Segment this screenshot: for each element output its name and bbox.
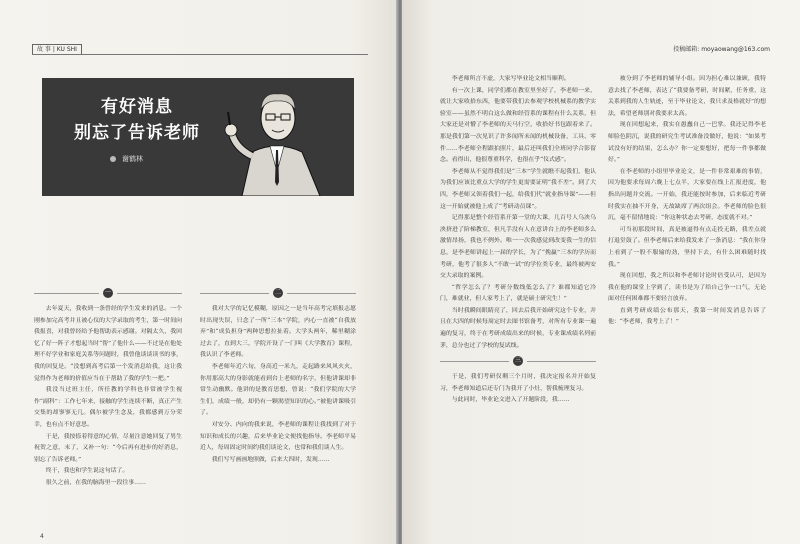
paragraph: 在李老师的小组里毕业论文，是一件非常艰难的事情，因为他要求每周六晚上七点半，大家要在线上汇报进度，他指出问题并交流。一开始，我还能按时参加，后来临近考研时我实在抽不开身，无故缺席了两次组会。李老师的脸色很沉，毫不留情地说：“你这种状态去考研，态度就不对。” [608, 168, 766, 222]
teacher-illustration [202, 82, 352, 196]
left-column-2 [200, 284, 356, 466]
section-marker-1 [34, 288, 182, 298]
paragraph: 于是，我们考研仅剩三个月时，我决定报名并开始复习，李老师知道后还专门为我开了小灶，帮我梳理复习。 [440, 374, 596, 392]
left-page [0, 0, 398, 544]
paragraph: 李老师年近六旬，身高近一米九，走起路来风风火火，你用那高大的身影就能看到台上老师的名字，但他讲课却非常生动幽默。他讲的是教育思想，曾说：“我们学院的大学生们，成绩一般，却仍有一颗渴望知识的心。”被他讲课吸引了。 [200, 363, 356, 417]
paragraph: 我对大学的记忆模糊，原因之一是当年高考完填报志愿时出现失误，只念了一所“三本”学院，内心一直被“自我放弃”和“成负担身”两种思想拉扯着。大学头两年，稀里糊涂过去了，直到大三，学院开设了一门叫《大学教育》课程，我认识了李老师。 [200, 306, 356, 359]
paragraph: 对安分、内向的我来说，李老师的课程让我找到了对于知识和成长的兴趣，后来毕业论文便找他指导。李老师平易近人，每周固定时间约我们谈论文，也常和我们谈人生。 [200, 421, 356, 452]
paragraph: 被分到了李老师的辅导小组。因为担心难以兼顾，我特意去找了李老师，表达了“我要备考研，时间紧，任务重，这关系到我的人生轨迹，至于毕业论文，我只求及格就好”的想法，希望老师别对我要求太高。 [608, 76, 766, 117]
paragraph: 去年夏天，我收到一条曾经的学生发来的消息。一个刚参加完高考并且被心仪的大学录取的考生，第一时间向我报喜，对我曾经给予他帮助表示感谢。对隔太久，我回忆了好一阵子才想起当时“帮”了他什么——不过是在他处理不好学业和家庭关系等问题时，我曾他谈谈读书的事，我的回复是。“没想到高考后第一个发消息给我，这让我觉得作为老师的价值应当在于帮助了我的学生一把。” [34, 306, 182, 382]
author-byline [110, 154, 143, 164]
editor-email: moyaowang@163.com [701, 46, 770, 53]
column-header [32, 44, 82, 53]
article-title [62, 94, 212, 146]
paragraph: 当时我瞬间眼睛亮了，回去后我开始研究这个专业，并且在大四的时候每周定时去图书馆备考，对所有专业课一遍遍的复习，终于在考研成绩出来的时候，专业课成绩名列前茅，总分也过了学校的复试线。 [440, 307, 596, 349]
paragraph: 有一次上课，同学们都在教室里坐好了，李老师一来，就让大家收拾东西，他要带我们去参观学校机械系的教学实验室——虽然不明白这么做和经管系的课程有什么关系，但大家还是对懵了李老师的天马行空，收拾好书包跟着来了。那是我们第一次见识了许多闻所未闻的机械设备，工具、零件……李老师全程跟拍照片，最后还叫我们全班同学合影留念。看得出，他很尊重科学，也很在乎“仪式感”。 [440, 87, 596, 164]
column-tag: 故 事 | KU SHI [32, 44, 82, 55]
title-banner [42, 78, 354, 196]
paragraph: 记得那是整个经管系开第一堂的大课，几百号人乌泱乌泱挤进了阶梯教室，但凡手没有人在意讲台上的李老师多么激情昂扬，我也不例外。唯一一次我感觉到改变我一生的信息，是李老师讲起上一届的学长，为了“挽赢”三本的学历而考研，他考了很多人“不敢一试”的学位类专业，最终被两安交大录取的案例。 [440, 215, 596, 280]
paragraph: 终于，我也和学生说这句话了。 [45, 468, 129, 475]
paragraph: 直到考研成绩公布那天，我第一时间发消息告诉了他：“李老师，我考上了！” [608, 307, 766, 326]
section-number: 二 [274, 289, 281, 296]
paragraph: 我没当过班主任，所任教的学科也非常被学生视作“副科”：工作七年来，接触的学生连续不断，真正产生交集的却寥寥无几。偶尔被学生念及，我都感到万分荣幸，也有点不好意思。 [34, 387, 182, 428]
paragraph: 我们写写画画地照做，后来大四时，发现…… [211, 456, 330, 463]
right-column-2 [608, 74, 766, 329]
section-number: 三 [514, 357, 521, 365]
paragraph: 于是，我按捺着得意的心情，尽量注意她回复了男生祝贺之意，末了，又补一句：“今后再有进步的好消息，别忘了告诉老师。” [34, 433, 182, 463]
paragraph: 现在回想起来，我实在愚蠢自己一巴掌。我还记得李老师脸色阴沉，说我的研究生考试准备没做好，他说：“如果考试没有好的结果，怎么办？你一定要想好，把每一件事都做好。” [608, 122, 766, 164]
paragraph: 可当初那段时间，真是被逼得有点走投无路，我差点就打退堂鼓了。但李老师后来给我发来了一条消息：“我在你身上看到了一股不服输的劲，坚持下去，有什么困难随时找我。” [608, 226, 766, 268]
right-page [402, 0, 800, 544]
editor-email-header [673, 44, 770, 53]
header-rule [32, 54, 368, 55]
left-column-1 [34, 284, 182, 490]
paragraph: 李老师所言不虚，大家写毕业论文相当顺利。 [451, 76, 570, 82]
author-name: 谢鹤林 [122, 155, 143, 163]
section-number: 一 [104, 289, 111, 296]
title-line-1: 有好消息 [101, 97, 173, 117]
byline-dot-icon [110, 156, 116, 162]
paragraph: “哲学怎么了？考研分数线低怎么了？谁都知道它冷门，难就业，但人家考上了，就是硕士研究生！” [440, 284, 596, 303]
section-marker-2 [200, 288, 356, 298]
paragraph: 与此同时，毕业论文进入了开题阶段，我…… [451, 397, 570, 404]
paragraph: 很久之前，在我的脑海里一段往事…… [45, 479, 146, 486]
paragraph: 李老师从不觉得我们是“三本”学生就瞧不起我们，他认为我们应该比重点大学的学生更需要证明“我不差”。到了大四，李老师又领着我们一起，给我们代“就业指导课”——但这一开始就被他上成了“考研动员课”。 [440, 168, 596, 210]
section-marker-3 [440, 356, 596, 366]
paragraph: 现在回想，我之所以和李老师讨论时倍受认可，是因为我在他的课堂上学到了，读书是为了给自己争一口气，无论面对任何困难都不要轻言放弃。 [608, 273, 766, 303]
right-column-1 [440, 74, 596, 407]
title-line-2: 别忘了告诉老师 [74, 123, 200, 143]
editor-email-label: 投稿邮箱: [673, 46, 700, 53]
page-number: 4 [40, 533, 44, 540]
